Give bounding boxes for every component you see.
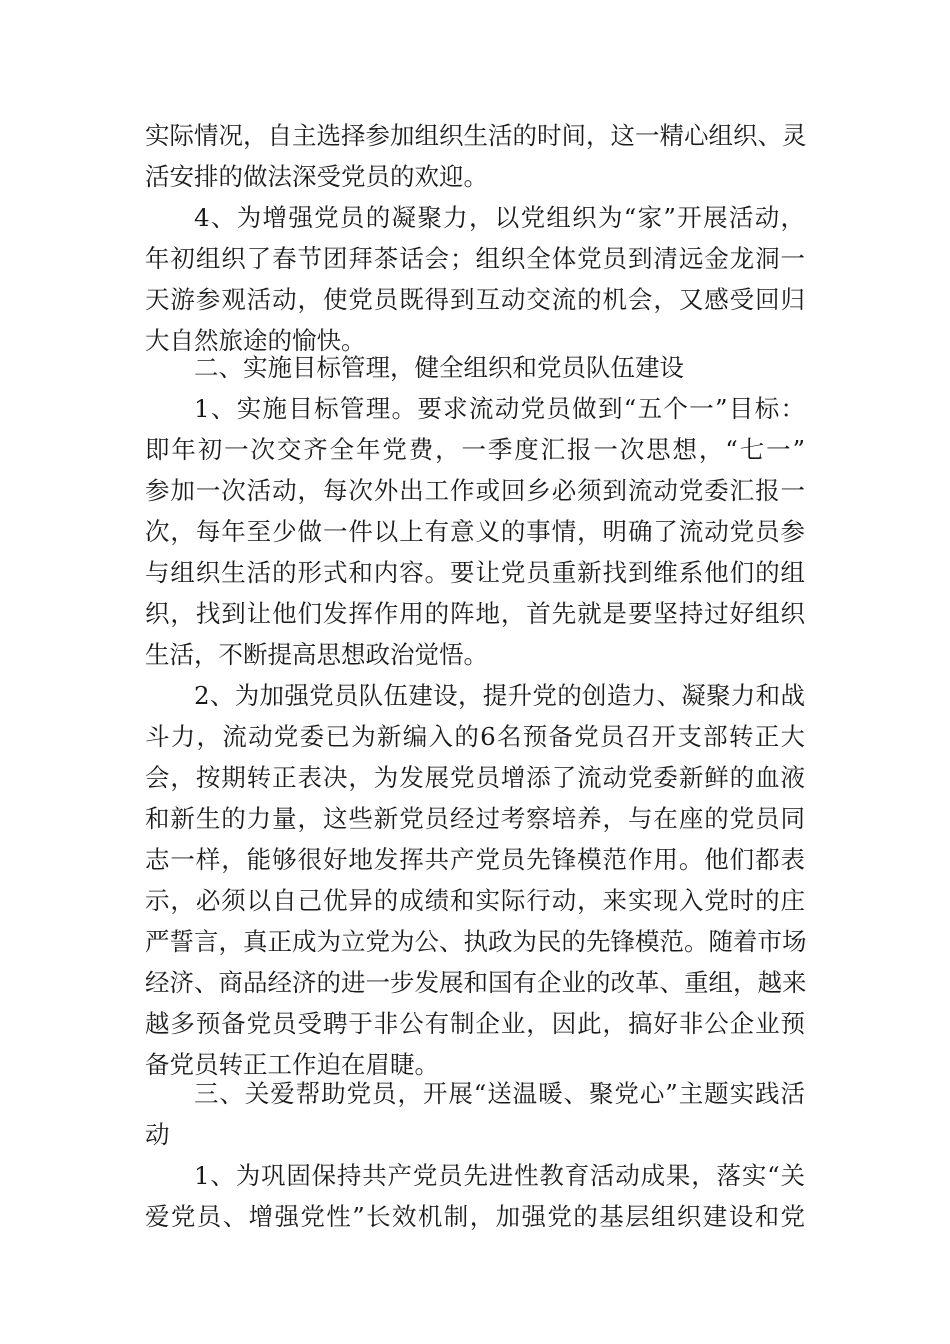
text-line: 爱党员、增强党性”长效机制，加强党的基层组织建设和党 (145, 1202, 805, 1231)
text-line: 和新生的力量，这些新党员经过考察培养，与在座的党员同 (145, 804, 805, 833)
text-line: 经济、商品经济的进一步发展和国有企业的改革、重组，越来 (145, 968, 807, 997)
text-line: 织，找到让他们发挥作用的阵地，首先就是要坚持过好组织 (145, 599, 805, 628)
text-line: 活安排的做法深受党员的欢迎。 (145, 162, 488, 191)
text-line: 生活，不断提高思想政治觉悟。 (145, 640, 488, 669)
text-line: 实际情况，自主选择参加组织生活的时间，这一精心组织、灵 (145, 121, 807, 150)
paragraph-start-line: 4、为增强党员的凝聚力，以党组织为“家”开展活动， (194, 203, 805, 232)
text-line: 与组织生活的形式和内容。要让党员重新找到维系他们的组 (145, 558, 805, 587)
text-line: 即年初一次交齐全年党费，一季度汇报一次思想，“七一” (145, 435, 805, 464)
text-line: 示，必须以自己优异的成绩和实际行动，来实现入党时的庄 (145, 886, 805, 915)
text-line: 备党员转正工作迫在眉睫。 (145, 1050, 439, 1079)
text-line: 年初组织了春节团拜茶话会；组织全体党员到清远金龙洞一 (145, 244, 805, 273)
text-line: 斗力，流动党委已为新编入的6名预备党员召开支部转正大 (145, 722, 805, 751)
text-line: 会，按期转正表决，为发展党员增添了流动党委新鲜的血液 (145, 763, 805, 792)
paragraph-start-line: 1、实施目标管理。要求流动党员做到“五个一”目标： (194, 394, 805, 423)
paragraph-start-line: 1、为巩固保持共产党员先进性教育活动成果，落实“关 (194, 1161, 805, 1190)
section-heading: 三、关爱帮助党员，开展“送温暖、聚党心”主题实践活 (194, 1079, 805, 1108)
text-line: 次，每年至少做一件以上有意义的事情，明确了流动党员参 (145, 517, 805, 546)
text-line: 天游参观活动，使党员既得到互动交流的机会，又感受回归 (145, 285, 805, 314)
text-line: 志一样，能够很好地发挥共产党员先锋模范作用。他们都表 (145, 845, 805, 874)
section-heading-continuation: 动 (145, 1120, 170, 1149)
text-line: 越多预备党员受聘于非公有制企业，因此，搞好非公企业预 (145, 1009, 805, 1038)
text-line: 参加一次活动，每次外出工作或回乡必须到流动党委汇报一 (145, 476, 805, 505)
paragraph-start-line: 2、为加强党员队伍建设，提升党的创造力、凝聚力和战 (194, 681, 805, 710)
text-line: 严誓言，真正成为立党为公、执政为民的先锋模范。随着市场 (145, 927, 807, 956)
text-line: 大自然旅途的愉快。 (145, 326, 366, 355)
section-heading: 二、实施目标管理，健全组织和党员队伍建设 (194, 353, 684, 382)
